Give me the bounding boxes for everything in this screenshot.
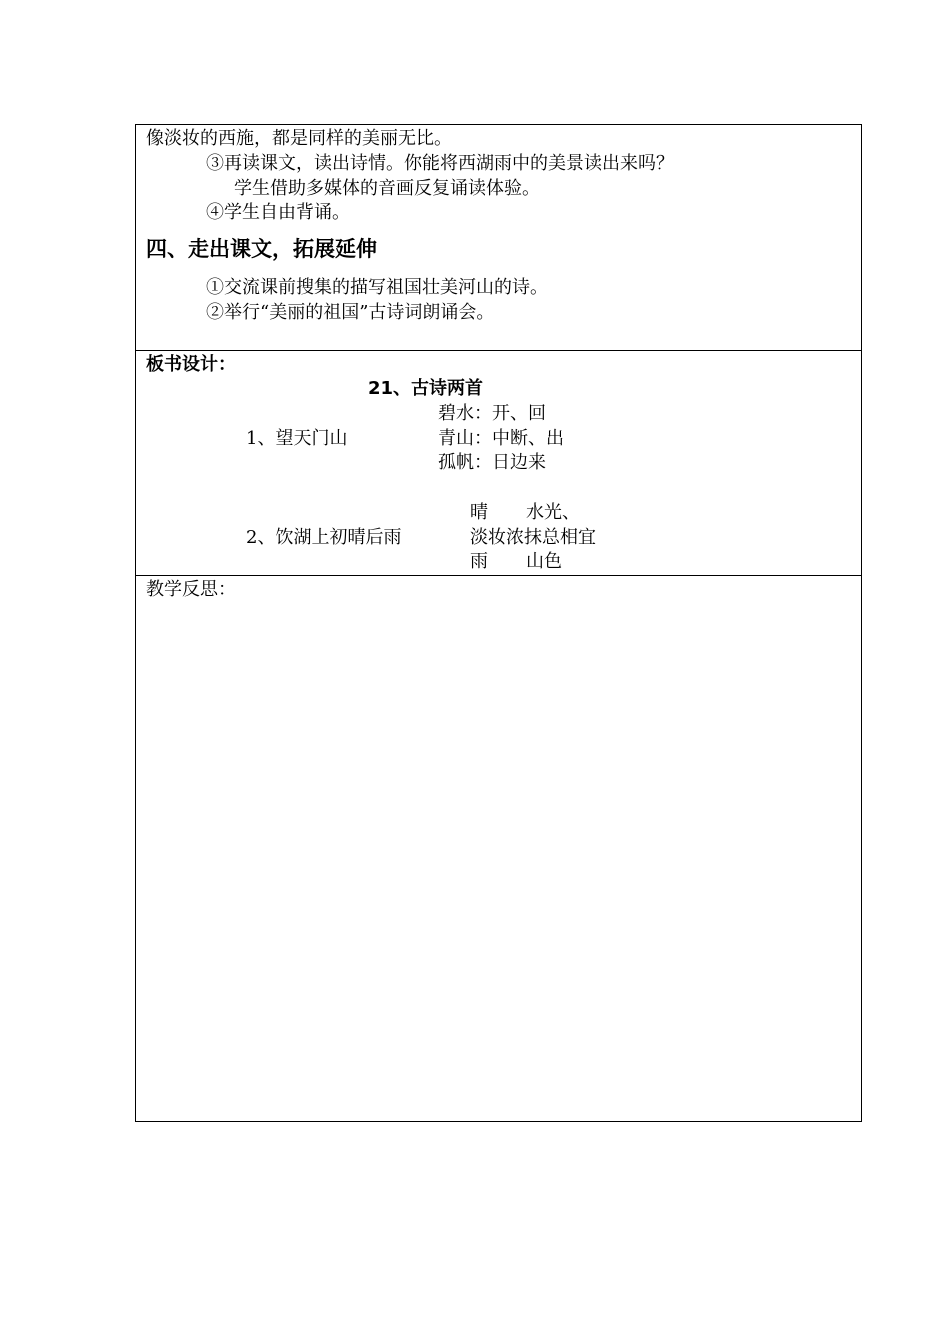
step-3-text: ③再读课文，读出诗情。你能将西湖雨中的美景读出来吗？	[206, 153, 674, 174]
poem-2-bottom-right: 山色	[526, 551, 562, 572]
extension-item-2: ②举行“美丽的祖国”古诗词朗诵会。	[206, 302, 495, 323]
poem-1-line: 青山：中断、出	[438, 428, 564, 449]
board-design-label: 板书设计：	[146, 354, 236, 375]
poem-2-middle: 淡妆浓抹总相宜	[470, 527, 596, 548]
section-heading: 四、走出课文，拓展延伸	[146, 237, 377, 261]
board-title: 21、古诗两首	[368, 378, 484, 399]
lesson-plan-table	[135, 124, 862, 1122]
board-design-cell	[136, 351, 861, 576]
poem-2-name: 2、饮湖上初晴后雨	[246, 527, 402, 548]
step-4-text: ④学生自由背诵。	[206, 202, 350, 223]
poem-2-top-right: 水光、	[526, 502, 580, 523]
teaching-reflection-cell	[136, 576, 861, 1121]
reflection-label: 教学反思：	[146, 579, 236, 600]
teaching-process-cell	[136, 125, 861, 351]
poem-1-line: 孤帆：日边来	[438, 452, 546, 473]
step-3-note: 学生借助多媒体的音画反复诵读体验。	[234, 178, 540, 199]
extension-item-1: ①交流课前搜集的描写祖国壮美河山的诗。	[206, 277, 548, 298]
poem-1-name: 1、望天门山	[246, 428, 348, 449]
poem-1-line: 碧水：开、回	[438, 403, 546, 424]
poem-2-top-left: 晴	[470, 502, 488, 523]
text-line: 像淡妆的西施，都是同样的美丽无比。	[146, 128, 452, 149]
poem-2-bottom-left: 雨	[470, 551, 488, 572]
